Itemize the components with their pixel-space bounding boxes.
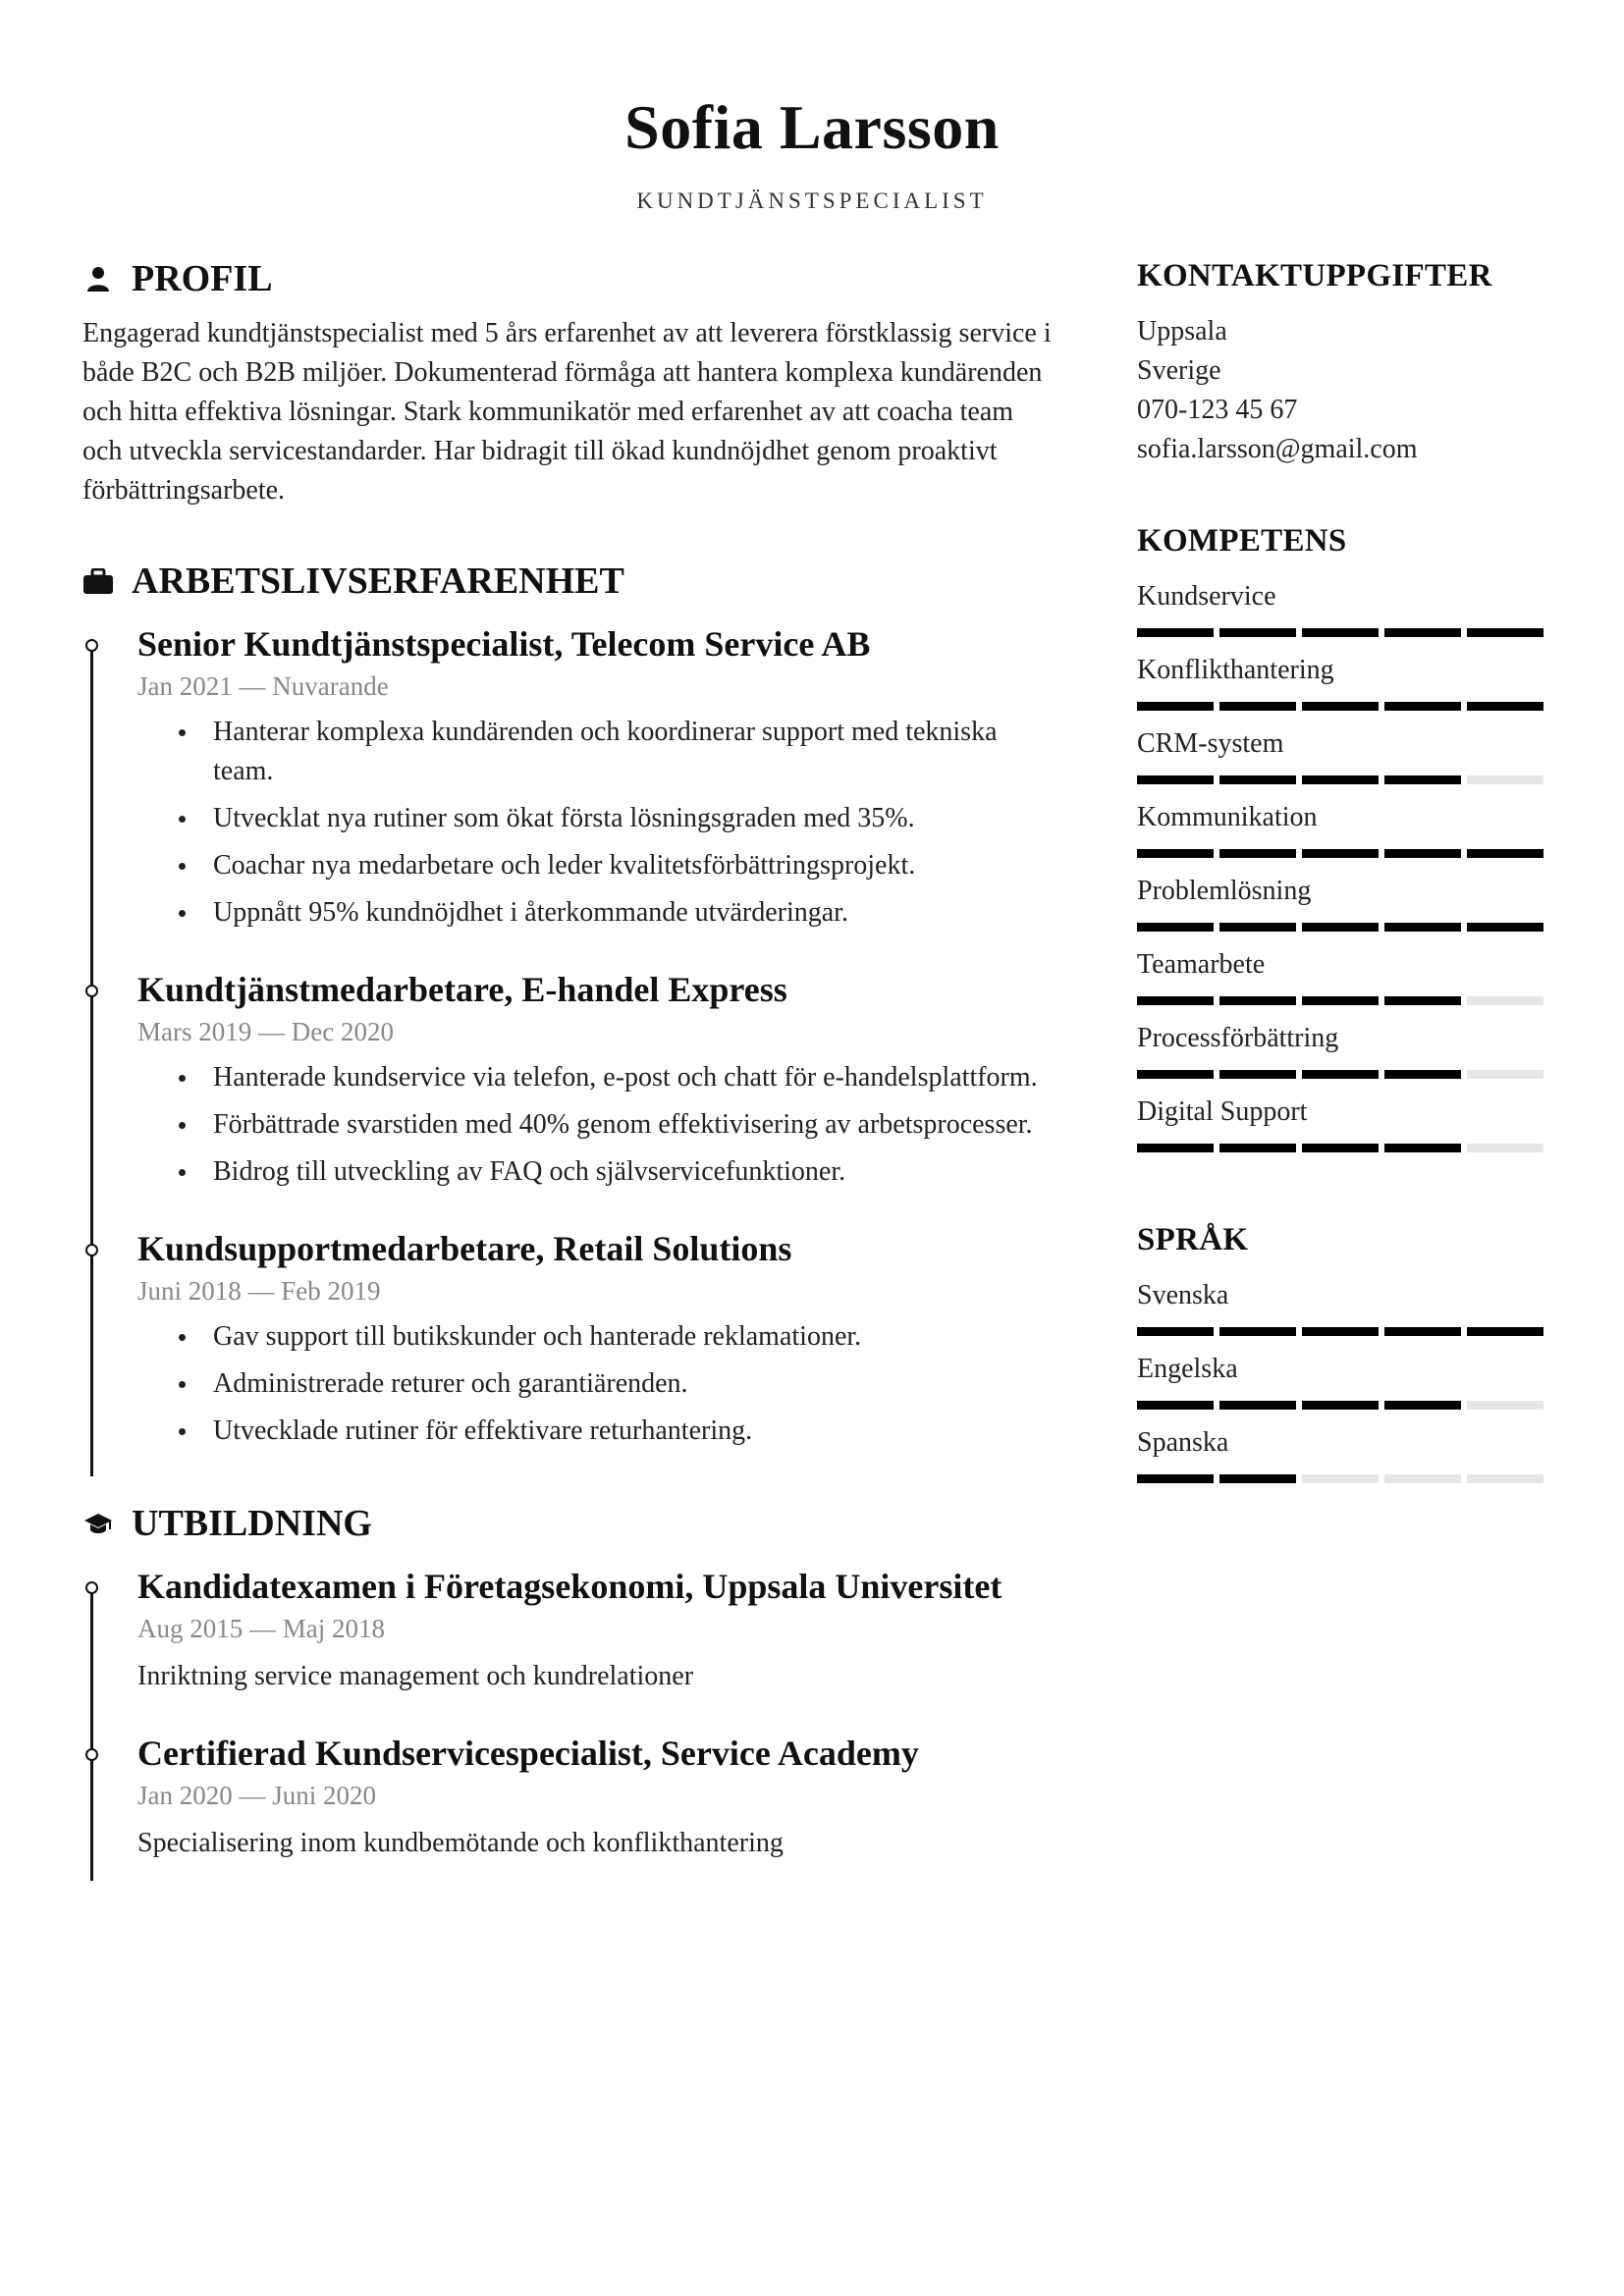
skill-name: Teamarbete (1137, 949, 1266, 980)
job-bullet: Administrerade returer och garantiärenden. (137, 1364, 1055, 1404)
contact-country: Sverige (1137, 355, 1221, 386)
job-date: Mars 2019 — Dec 2020 (137, 1017, 394, 1046)
job-bullet: Utvecklade rutiner för effektivare returhantering. (137, 1412, 1055, 1451)
left-column (82, 253, 1055, 1881)
level-segment-empty (1467, 1144, 1543, 1152)
education-timeline (82, 1563, 1055, 1881)
education-section (82, 1498, 1055, 1881)
skill-name: Problemlösning (1137, 876, 1312, 906)
level-segment-filled (1137, 996, 1214, 1005)
skill-item (1137, 798, 1549, 858)
level-segment-filled (1137, 1144, 1214, 1152)
profile-heading-label: PROFIL (132, 258, 273, 299)
level-segment-empty (1467, 775, 1543, 784)
level-segment-filled (1302, 1401, 1379, 1410)
job-bullet: Bidrog till utveckling av FAQ och självservicefunktioner. (137, 1152, 1055, 1192)
job-bullets (137, 1058, 1055, 1192)
level-bar (1137, 775, 1543, 784)
level-segment-empty (1302, 1474, 1379, 1483)
level-bar (1137, 923, 1543, 932)
level-segment-filled (1302, 1070, 1379, 1079)
level-bar (1137, 996, 1543, 1005)
level-segment-filled (1302, 702, 1379, 711)
education-date: Jan 2020 — Juni 2020 (137, 1781, 376, 1810)
contact-phone: 070-123 45 67 (1137, 395, 1298, 425)
job-bullet: Gav support till butikskunder och hanterade reklamationer. (137, 1317, 1055, 1357)
job-bullets (137, 1317, 1055, 1451)
job-entry (82, 1225, 1055, 1476)
skill-item (1137, 651, 1549, 711)
contact-heading: KONTAKTUPPGIFTER (1137, 258, 1492, 294)
skill-name: Kundservice (1137, 581, 1276, 612)
skill-item (1137, 724, 1549, 784)
education-entry (82, 1730, 1055, 1881)
level-segment-filled (1467, 628, 1543, 637)
briefcase-icon (82, 565, 114, 597)
job-title: Kundtjänstmedarbetare, E-handel Express (137, 970, 787, 1009)
education-entry (82, 1563, 1055, 1696)
job-bullet: Utvecklat nya rutiner som ökat första lösningsgraden med 35%. (137, 799, 1055, 838)
level-bar (1137, 1474, 1543, 1483)
level-segment-empty (1467, 1474, 1543, 1483)
contact-details (1137, 312, 1549, 469)
timeline-dot (85, 1244, 98, 1256)
education-title: Kandidatexamen i Företagsekonomi, Uppsala Universitet (137, 1567, 1002, 1606)
level-segment-filled (1467, 702, 1543, 711)
languages-section (1137, 1217, 1549, 1483)
skill-name: Kommunikation (1137, 802, 1318, 832)
level-bar (1137, 1327, 1543, 1336)
level-segment-filled (1219, 1327, 1296, 1336)
level-segment-filled (1384, 628, 1461, 637)
skill-name: CRM-system (1137, 728, 1284, 759)
timeline-dot (85, 1748, 98, 1761)
level-segment-empty (1384, 1474, 1461, 1483)
level-segment-filled (1302, 1144, 1379, 1152)
skill-name: Digital Support (1137, 1096, 1308, 1127)
language-item (1137, 1276, 1549, 1336)
education-heading-label: UTBILDNING (132, 1503, 372, 1544)
level-bar (1137, 1401, 1543, 1410)
job-date: Juni 2018 — Feb 2019 (137, 1276, 381, 1306)
level-segment-filled (1302, 849, 1379, 858)
level-bar (1137, 702, 1543, 711)
job-bullet: Hanterar komplexa kundärenden och koordinerar support med tekniska team. (137, 713, 1055, 791)
level-segment-filled (1137, 849, 1214, 858)
level-segment-filled (1137, 628, 1214, 637)
user-icon (82, 263, 114, 294)
education-heading (82, 1498, 1055, 1549)
level-segment-filled (1384, 923, 1461, 932)
skill-item (1137, 945, 1549, 1005)
level-segment-filled (1384, 1401, 1461, 1410)
level-segment-filled (1219, 1070, 1296, 1079)
language-item (1137, 1423, 1549, 1483)
contact-section (1137, 253, 1549, 469)
level-segment-filled (1302, 1327, 1379, 1336)
level-segment-filled (1219, 702, 1296, 711)
level-segment-filled (1467, 1327, 1543, 1336)
level-segment-filled (1137, 923, 1214, 932)
job-bullets (137, 713, 1055, 933)
languages-list (1137, 1276, 1549, 1483)
skill-item (1137, 872, 1549, 932)
level-bar (1137, 1070, 1543, 1079)
job-entry (82, 966, 1055, 1192)
languages-heading: SPRÅK (1137, 1222, 1249, 1257)
level-segment-filled (1384, 702, 1461, 711)
level-segment-filled (1219, 775, 1296, 784)
language-name: Spanska (1137, 1427, 1229, 1458)
level-segment-filled (1219, 849, 1296, 858)
timeline-dot (85, 985, 98, 997)
skill-item (1137, 1019, 1549, 1079)
level-segment-filled (1137, 702, 1214, 711)
timeline-dot (85, 639, 98, 652)
education-desc: Inriktning service management och kundrelationer (137, 1661, 694, 1691)
skills-section (1137, 518, 1549, 1152)
education-title: Certifierad Kundservicespecialist, Service Academy (137, 1734, 919, 1773)
level-segment-filled (1137, 1474, 1214, 1483)
level-segment-filled (1384, 1144, 1461, 1152)
job-date: Jan 2021 — Nuvarande (137, 671, 389, 701)
level-segment-filled (1137, 1327, 1214, 1336)
level-segment-filled (1302, 628, 1379, 637)
job-title: Senior Kundtjänstspecialist, Telecom Service AB (137, 624, 871, 664)
job-entry (82, 620, 1055, 933)
level-segment-filled (1384, 1327, 1461, 1336)
job-bullet: Förbättrade svarstiden med 40% genom effektivisering av arbetsprocesser. (137, 1105, 1055, 1145)
experience-section (82, 556, 1055, 1476)
skill-item (1137, 1093, 1549, 1152)
level-bar (1137, 628, 1543, 637)
education-desc: Specialisering inom kundbemötande och konflikthantering (137, 1828, 784, 1858)
skill-item (1137, 577, 1549, 637)
level-segment-filled (1384, 775, 1461, 784)
level-bar (1137, 849, 1543, 858)
right-column (1137, 253, 1549, 1483)
level-segment-filled (1302, 923, 1379, 932)
level-segment-filled (1219, 923, 1296, 932)
level-segment-filled (1384, 1070, 1461, 1079)
skill-name: Processförbättring (1137, 1023, 1339, 1053)
level-segment-filled (1137, 775, 1214, 784)
job-title-subtitle: KUNDTJÄNSTSPECIALIST (636, 188, 988, 213)
level-segment-filled (1384, 996, 1461, 1005)
level-segment-filled (1302, 996, 1379, 1005)
level-segment-empty (1467, 996, 1543, 1005)
level-segment-filled (1137, 1401, 1214, 1410)
experience-heading-label: ARBETSLIVSERFARENHET (132, 561, 624, 602)
contact-city: Uppsala (1137, 316, 1227, 347)
experience-timeline (82, 620, 1055, 1476)
profile-text: Engagerad kundtjänstspecialist med 5 års erfarenhet av att leverera förstklassig service i både B2C och B2B miljöer. Dokumenterad förmåga att hantera komplexa kundärenden och hitta effektiva lösningar. Stark kommunikatör med erfarenhet av att coacha team och utveckla servicestandarder. Har bidragit till ökad kundnöjdhet genom proaktivt förbättringsarbete. (82, 318, 1052, 506)
level-segment-filled (1219, 1474, 1296, 1483)
level-segment-filled (1384, 849, 1461, 858)
skill-name: Konflikthantering (1137, 655, 1334, 685)
level-segment-filled (1302, 775, 1379, 784)
level-segment-filled (1137, 1070, 1214, 1079)
job-bullet: Hanterade kundservice via telefon, e-post och chatt för e-handelsplattform. (137, 1058, 1055, 1097)
level-segment-empty (1467, 1070, 1543, 1079)
level-segment-filled (1219, 996, 1296, 1005)
timeline-dot (85, 1581, 98, 1594)
graduation-cap-icon (82, 1508, 114, 1539)
language-name: Engelska (1137, 1354, 1238, 1384)
job-bullet: Uppnått 95% kundnöjdhet i återkommande utvärderingar. (137, 893, 1055, 933)
job-title: Kundsupportmedarbetare, Retail Solutions (137, 1229, 792, 1268)
level-segment-filled (1219, 1401, 1296, 1410)
experience-heading (82, 556, 1055, 607)
skills-list (1137, 577, 1549, 1152)
contact-email[interactable]: sofia.larsson@gmail.com (1137, 434, 1418, 464)
language-name: Svenska (1137, 1280, 1229, 1310)
profile-section (82, 253, 1055, 510)
person-name: Sofia Larsson (624, 92, 1000, 162)
level-segment-filled (1219, 628, 1296, 637)
profile-heading (82, 253, 1055, 304)
level-bar (1137, 1144, 1543, 1152)
level-segment-empty (1467, 1401, 1543, 1410)
education-date: Aug 2015 — Maj 2018 (137, 1614, 385, 1643)
level-segment-filled (1219, 1144, 1296, 1152)
skills-heading: KOMPETENS (1137, 523, 1347, 559)
language-item (1137, 1350, 1549, 1410)
level-segment-filled (1467, 923, 1543, 932)
job-bullet: Coachar nya medarbetare och leder kvalitetsförbättringsprojekt. (137, 846, 1055, 885)
level-segment-filled (1467, 849, 1543, 858)
resume-header (0, 88, 1624, 214)
